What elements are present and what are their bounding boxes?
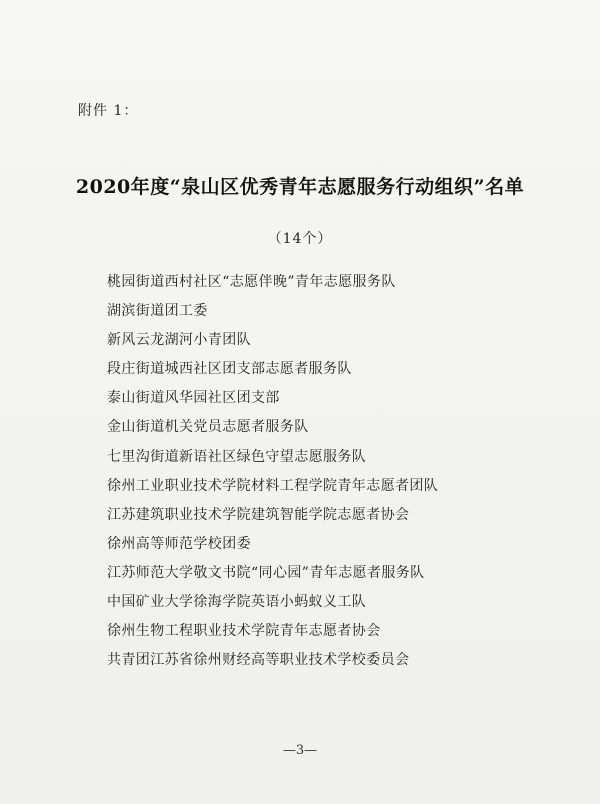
list-item: 桃园街道西村社区“志愿伴晚”青年志愿服务队 (107, 274, 396, 290)
list-item: 徐州高等师范学校团委 (107, 535, 251, 552)
list-item: 徐州工业职业技术学院材料工程学院青年志愿者团队 (107, 477, 439, 494)
list-item: 泰山街道风华园社区团支部 (107, 390, 280, 407)
list-item: 徐州生物工程职业技术学院青年志愿者协会 (107, 623, 381, 640)
list-item: 段庄街道城西社区团支部志愿者服务队 (107, 361, 352, 378)
list-item: 湖滨街道团工委 (107, 303, 208, 320)
list-item: 新风云龙湖河小青团队 (107, 332, 251, 349)
page-number: —3— (282, 743, 318, 758)
document-title: 2020年度“泉山区优秀青年志愿服务行动组织”名单 (75, 176, 525, 198)
list-item: 中国矿业大学徐海学院英语小蚂蚁义工队 (107, 594, 367, 611)
list-item: 江苏师范大学敬文书院“同心园”青年志愿者服务队 (107, 564, 425, 581)
organization-list (107, 268, 438, 675)
list-item: 江苏建筑职业技术学院建筑智能学院志愿者协会 (107, 506, 410, 523)
list-item: 共青团江苏省徐州财经高等职业技术学校委员会 (107, 652, 410, 669)
organization-count: （14个） (267, 231, 333, 247)
attachment-label: 附件 1： (78, 103, 139, 119)
list-item: 七里沟街道新语社区绿色守望志愿服务队 (107, 448, 367, 465)
list-item: 金山街道机关党员志愿者服务队 (107, 419, 309, 436)
